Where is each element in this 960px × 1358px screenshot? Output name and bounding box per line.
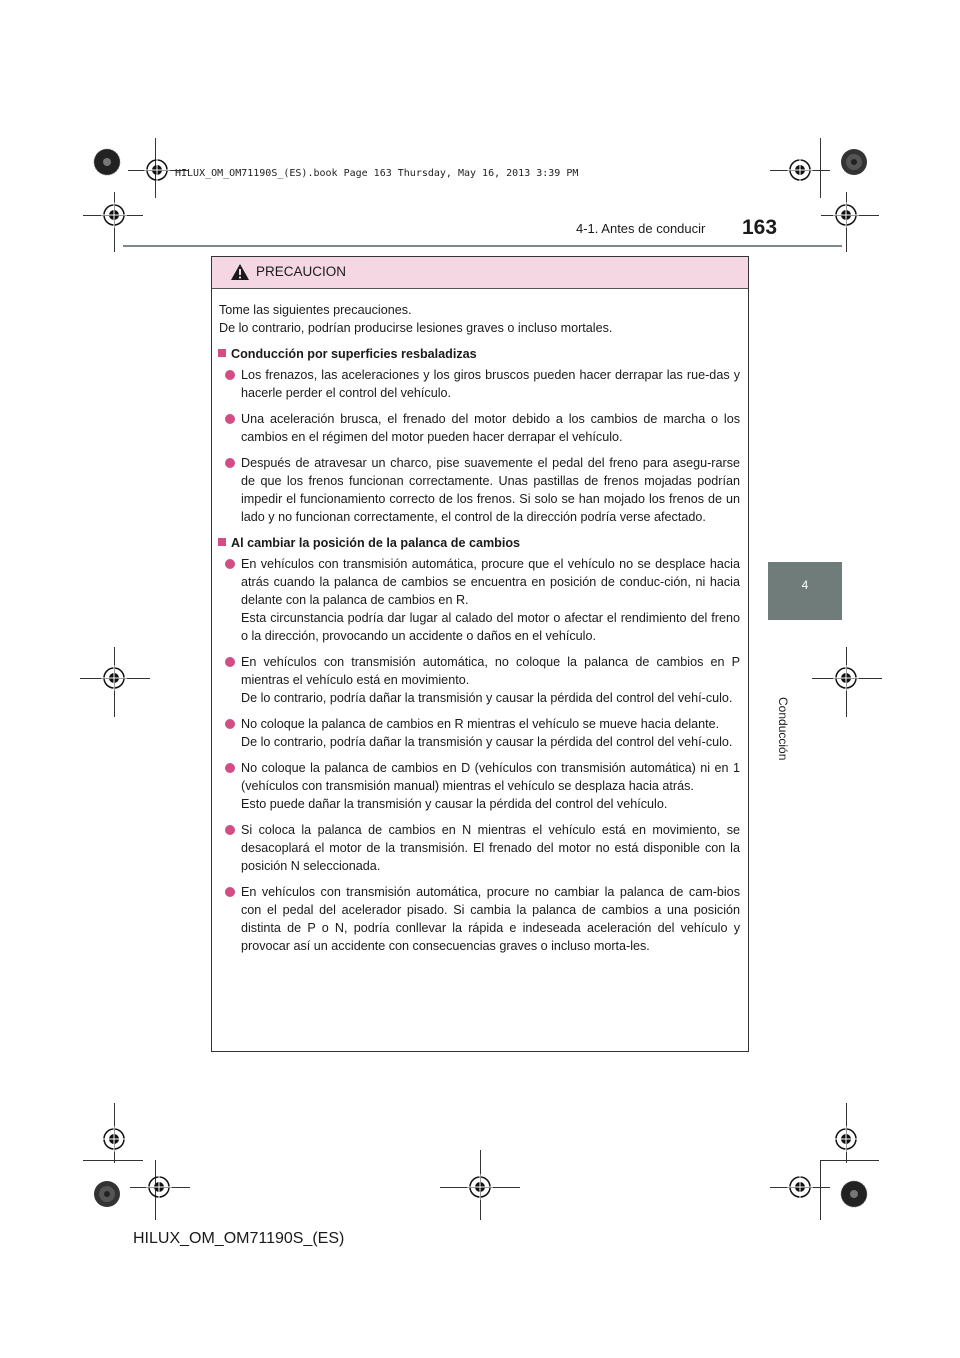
intro-line: De lo contrario, podrían producirse lesiones graves o incluso mortales. xyxy=(219,321,613,335)
header-rule xyxy=(123,245,842,247)
list-item xyxy=(241,653,740,707)
color-rosette-icon xyxy=(93,148,121,176)
square-bullet-icon xyxy=(218,538,226,546)
list-item xyxy=(241,454,740,526)
registration-target-icon xyxy=(833,202,859,228)
bullet-dot-icon xyxy=(225,657,235,667)
registration-target-icon xyxy=(467,1174,493,1200)
registration-target-icon xyxy=(833,1126,859,1152)
bullet-dot-icon xyxy=(225,825,235,835)
registration-target-icon xyxy=(787,157,813,183)
color-rosette-icon xyxy=(840,1180,868,1208)
bullet-dot-icon xyxy=(225,370,235,380)
crop-mark xyxy=(83,1160,143,1161)
crop-mark xyxy=(820,138,821,198)
item-text: Los frenazos, las aceleraciones y los giros bruscos pueden hacer derrapar las rue-das y hacerle perder el control del vehículo. xyxy=(241,368,740,400)
registration-target-icon xyxy=(144,157,170,183)
registration-target-icon xyxy=(787,1174,813,1200)
crop-mark xyxy=(820,1160,821,1220)
registration-target-icon xyxy=(101,1126,127,1152)
list-item xyxy=(241,759,740,813)
chapter-number: 4 xyxy=(801,578,809,592)
color-rosette-icon xyxy=(840,148,868,176)
item-text: En vehículos con transmisión automática, procure no cambiar la palanca de cam-bios con el pedal del acelerador pisado. Si cambia la palanca de cambios a una posición distinta de P o N, podría conllevar la rápida e indeseada aceleración del vehículo y provocar así un accidente con consecuencias graves o incluso morta-les. xyxy=(241,885,740,953)
page-number: 163 xyxy=(742,216,778,239)
item-text: Después de atravesar un charco, pise suavemente el pedal del freno para asegu-rarse de que los frenos funcionan correctamente. Unas pastillas de frenos mojadas podrían impedir el funcionamiento correcto de los frenos. Si solo se han mojado los frenos de un lado y no funcionan correctamente, el control de la dirección podría verse afectado. xyxy=(241,456,740,524)
registration-target-icon xyxy=(101,202,127,228)
list-item xyxy=(241,366,740,402)
caution-body xyxy=(212,301,748,963)
list-item xyxy=(241,883,740,955)
registration-target-icon xyxy=(101,665,127,691)
item-text: En vehículos con transmisión automática, procure que el vehículo no se desplace hacia atrás cuando la palanca de cambios se encuentra en posición de conduc-ción, ni hacia delante con la palanca de cambios en R. xyxy=(241,557,740,607)
section-heading: Conducción por superficies resbaladizas xyxy=(218,345,748,363)
intro-line: Tome las siguientes precauciones. xyxy=(219,303,412,317)
list-item xyxy=(241,410,740,446)
item-text: De lo contrario, podría dañar la transmisión y causar la pérdida del control del vehí-culo. xyxy=(241,691,733,705)
bullet-dot-icon xyxy=(225,458,235,468)
list-item xyxy=(241,715,740,751)
bullet-dot-icon xyxy=(225,763,235,773)
section-title: 4-1. Antes de conducir xyxy=(576,221,706,236)
bullet-dot-icon xyxy=(225,559,235,569)
chapter-label: Conducción xyxy=(776,697,790,761)
list-item xyxy=(241,821,740,875)
warning-triangle-icon xyxy=(230,263,250,281)
color-rosette-icon xyxy=(93,1180,121,1208)
caution-title: PRECAUCION xyxy=(256,264,347,279)
item-text: No coloque la palanca de cambios en R mientras el vehículo se mueve hacia delante. xyxy=(241,717,720,731)
crop-mark xyxy=(821,1160,879,1161)
square-bullet-icon xyxy=(218,349,226,357)
item-text: Esta circunstancia podría dar lugar al calado del motor o afectar el rendimiento del freno o la dirección, provocando un accidente o daños en el vehículo. xyxy=(241,611,740,643)
registration-target-icon xyxy=(146,1174,172,1200)
item-text: Una aceleración brusca, el frenado del motor debido a los cambios de marcha o los cambios en el régimen del motor pueden hacer derrapar el vehículo. xyxy=(241,412,740,444)
bullet-dot-icon xyxy=(225,719,235,729)
caution-box xyxy=(211,256,749,1052)
bullet-dot-icon xyxy=(225,887,235,897)
item-text: En vehículos con transmisión automática, no coloque la palanca de cambios en P mientras el vehículo está en movimiento. xyxy=(241,655,740,687)
item-text: Esto puede dañar la transmisión y causar la pérdida del control del vehículo. xyxy=(241,797,668,811)
section-heading: Al cambiar la posición de la palanca de cambios xyxy=(218,534,748,552)
bullet-dot-icon xyxy=(225,414,235,424)
caution-header xyxy=(212,257,748,289)
chapter-tab xyxy=(768,562,842,620)
print-info-slug: HILUX_OM_OM71190S_(ES).book Page 163 Thursday, May 16, 2013 3:39 PM xyxy=(175,168,579,179)
item-text: Si coloca la palanca de cambios en N mientras el vehículo está en movimiento, se desacoplará el motor de la transmisión. El frenado del motor no está disponible con la posición N seleccionada. xyxy=(241,823,740,873)
item-text: No coloque la palanca de cambios en D (vehículos con transmisión automática) ni en 1 (vehículos con transmisión manual) mientras el vehículo se desplaza hacia atrás. xyxy=(241,761,740,793)
registration-target-icon xyxy=(833,665,859,691)
caution-intro xyxy=(219,301,741,337)
item-text: De lo contrario, podría dañar la transmisión y causar la pérdida del control del vehí-culo. xyxy=(241,735,733,749)
list-item xyxy=(241,555,740,645)
footer-document-code: HILUX_OM_OM71190S_(ES) xyxy=(133,1230,345,1247)
